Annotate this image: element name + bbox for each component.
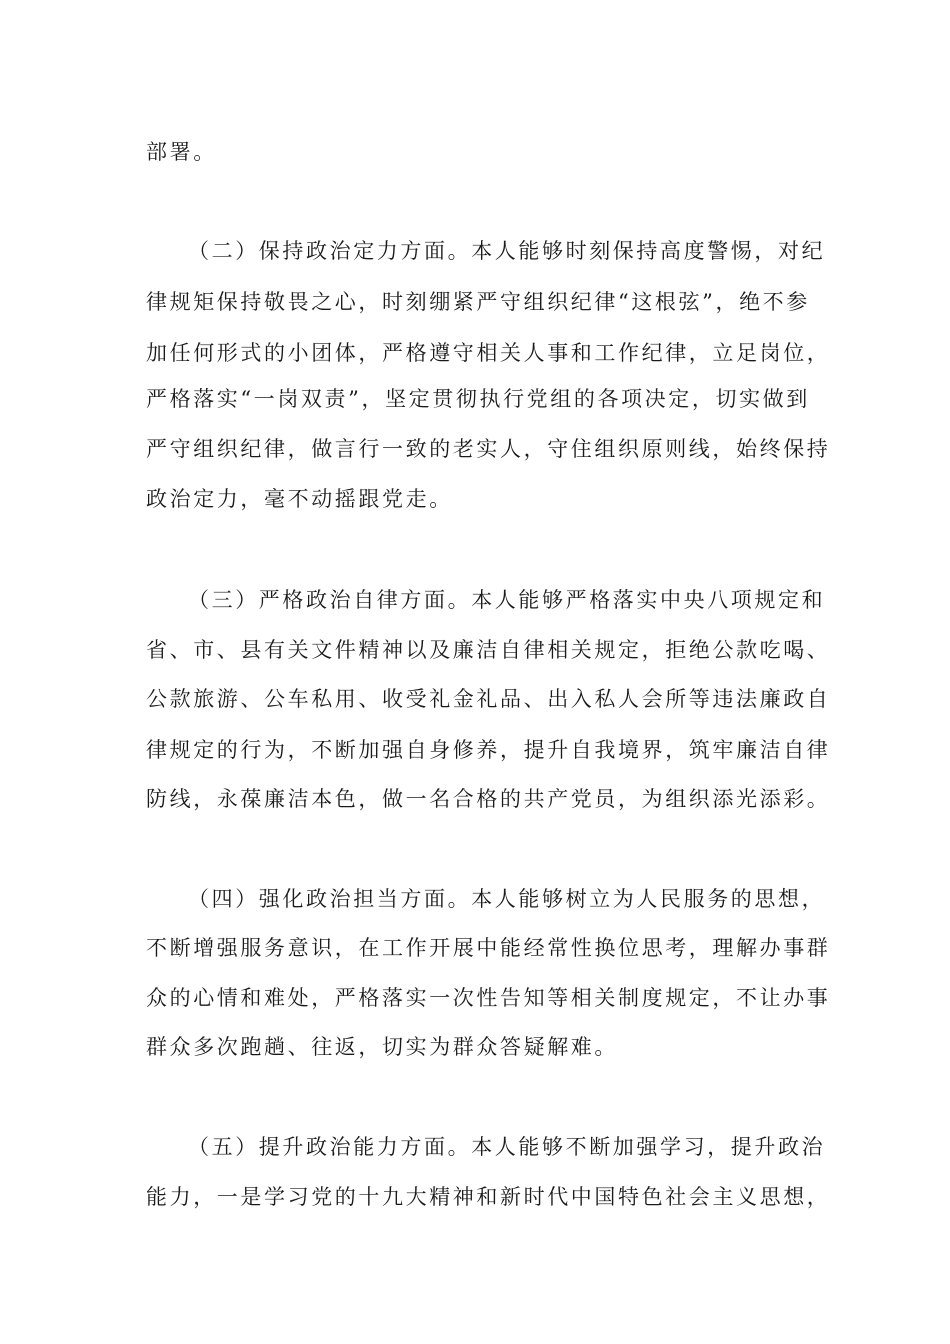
text-line: 不断增强服务意识，在工作开展中能经常性换位思考，理解办事群 bbox=[146, 936, 831, 960]
text-line: 防线，永葆廉洁本色，做一名合格的共产党员，为组织添光添彩。 bbox=[146, 787, 831, 811]
text-line: 众的心情和难处，严格落实一次性告知等相关制度规定，不让办事 bbox=[146, 986, 831, 1010]
text-line: 公款旅游、公车私用、收受礼金礼品、出入私人会所等违法廉政自 bbox=[146, 687, 831, 711]
paragraph-first-line: （四）强化政治担当方面。本人能够树立为人民服务的思想， bbox=[188, 887, 826, 911]
paragraph-first-line: （五）提升政治能力方面。本人能够不断加强学习，提升政治 bbox=[188, 1135, 826, 1159]
text-line: 律规定的行为，不断加强自身修养，提升自我境界，筑牢廉洁自律 bbox=[146, 738, 831, 762]
text-line: 部署。 bbox=[146, 140, 217, 164]
text-line: 律规矩保持敬畏之心，时刻绷紧严守组织纪律“这根弦”，绝不参 bbox=[146, 290, 810, 314]
paragraph-first-line: （二）保持政治定力方面。本人能够时刻保持高度警惕，对纪 bbox=[188, 239, 826, 263]
text-line: 能力，一是学习党的十九大精神和新时代中国特色社会主义思想， bbox=[146, 1185, 831, 1209]
paragraph-first-line: （三）严格政治自律方面。本人能够严格落实中央八项规定和 bbox=[188, 588, 826, 612]
text-line: 政治定力，毫不动摇跟党走。 bbox=[146, 487, 453, 511]
text-line: 严守组织纪律，做言行一致的老实人，守住组织原则线，始终保持 bbox=[146, 437, 831, 461]
text-line: 加任何形式的小团体，严格遵守相关人事和工作纪律，立足岗位， bbox=[146, 341, 831, 365]
text-line: 省、市、县有关文件精神以及廉洁自律相关规定，拒绝公款吃喝、 bbox=[146, 638, 831, 662]
text-line: 群众多次跑趟、往返，切实为群众答疑解难。 bbox=[146, 1035, 618, 1059]
text-line: 严格落实“一岗双责”，坚定贯彻执行党组的各项决定，切实做到 bbox=[146, 387, 810, 411]
